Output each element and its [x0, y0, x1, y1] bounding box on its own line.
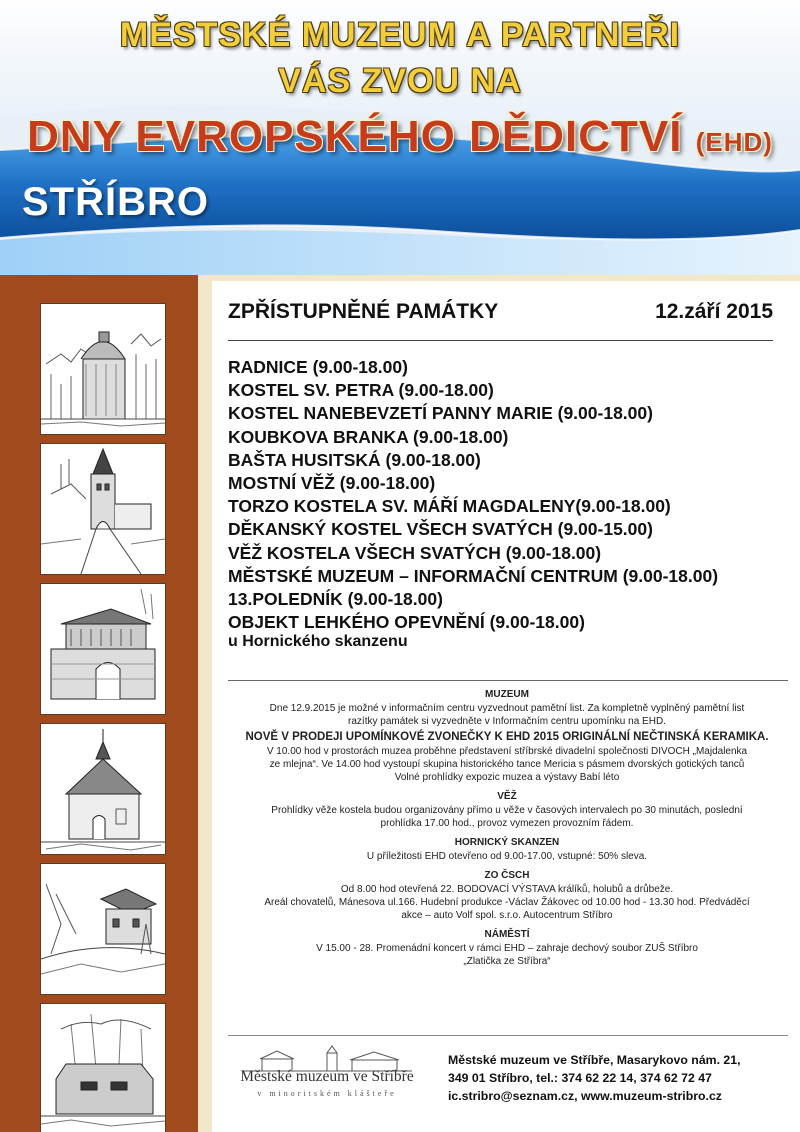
muzeum-text-2: V 10.00 hod v prostorách muzea proběhne představení stříbrské divadelní společnosti DIVOCH „Majdalenka ze mlejna“. Ve 14.00 hod vystoupí skupina historického tance Mericia s pásmem dvorských gotických tanců Volné prohlídky expozic muzea a výstavy Babí léto	[266, 746, 748, 783]
monuments-list	[228, 356, 788, 650]
monument-item: MĚSTSKÉ MUZEUM – INFORMAČNÍ CENTRUM (9.00-18.00)	[228, 565, 719, 586]
monuments-heading-row	[228, 300, 773, 324]
contact-email-web[interactable]: ic.stribro@seznam.cz, www.muzeum-stribro.cz	[448, 1089, 722, 1103]
csch-title: ZO ČSCH	[484, 870, 530, 881]
event-date: 12.září 2015	[655, 300, 773, 323]
vez-title: VĚŽ	[497, 791, 517, 802]
content-top-stripe	[212, 275, 800, 281]
museum-logo	[232, 1045, 422, 1105]
address-line-1: Městské muzeum ve Stříbře, Masarykovo nám. 21,	[448, 1053, 741, 1067]
illustration-husite-bastion	[40, 303, 166, 435]
monument-item-last	[228, 611, 788, 650]
bridge-tower-drawing-icon	[41, 444, 165, 574]
event-info	[222, 688, 792, 968]
header-main-title-text: DNY EVROPSKÉHO DĚDICTVÍ	[27, 112, 683, 161]
header-line-1: MĚSTSKÉ MUZEUM A PARTNEŘI	[119, 16, 681, 54]
footer-divider	[228, 1035, 788, 1036]
city-name: STŘÍBRO	[22, 180, 209, 224]
church-drawing-icon	[41, 724, 165, 854]
illustration-koubkova-gate	[40, 583, 166, 715]
namesti-title: NÁMĚSTÍ	[484, 929, 530, 940]
muzeum-highlight: NOVĚ V PRODEJI UPOMÍNKOVÉ ZVONEČKY K EHD 2015 ORIGINÁLNÍ NEČTINSKÁ KERAMIKA.	[245, 731, 769, 743]
skanzen-text: U příležitosti EHD otevřeno od 9.00-17.00, vstupné: 50% sleva.	[366, 851, 648, 862]
logo-name: Městské muzeum ve Stříbře	[240, 1068, 414, 1085]
skanzen-title: HORNICKÝ SKANZEN	[454, 837, 560, 848]
csch-text: Od 8.00 hod otevřená 22. BODOVACÍ VÝSTAVA králíků, holubů a drůbeže. Areál chovatelů, Mánesova ul.166. Hudební produkce -Václav Žákovec od 10.00 hod - 13.30 hod. Předváděcí akce – auto Volf spol. s.r.o. Autocentrum Stříbro	[264, 884, 750, 921]
poster-header	[0, 0, 800, 275]
header-main-title	[0, 112, 800, 162]
monument-item: 13.POLEDNÍK (9.00-18.00)	[228, 589, 443, 610]
monument-item-subtext: u Hornického skanzenu	[228, 633, 408, 651]
monument-item: BAŠTA HUSITSKÁ (9.00-18.00)	[228, 449, 481, 470]
illustration-fortification-bunker	[40, 1003, 166, 1132]
monument-item: KOUBKOVA BRANKA (9.00-18.00)	[228, 426, 509, 447]
monument-item: RADNICE (9.00-18.00)	[228, 357, 408, 377]
monument-item: DĚKANSKÝ KOSTEL VŠECH SVATÝCH (9.00-15.00)	[228, 519, 653, 540]
bunker-drawing-icon	[41, 1004, 165, 1132]
heading-divider	[228, 340, 773, 341]
muzeum-title: MUZEUM	[485, 689, 529, 700]
house-drawing-icon	[41, 864, 165, 994]
left-cream-stripe	[198, 275, 212, 1132]
illustration-st-peter-church	[40, 723, 166, 855]
monument-item-text: OBJEKT LEHKÉHO OPEVNĚNÍ (9.00-18.00)	[228, 612, 585, 633]
header-line-2: VÁS ZVOU NA	[278, 62, 522, 100]
list-divider	[228, 680, 788, 681]
monument-item: KOSTEL SV. PETRA (9.00-18.00)	[228, 380, 494, 401]
contact-address	[448, 1051, 788, 1105]
logo-subtitle: v minoritském klášteře	[257, 1089, 397, 1098]
illustration-skanzen-house	[40, 863, 166, 995]
bastion-drawing-icon	[41, 304, 165, 434]
header-ehd-suffix: (EHD)	[695, 127, 773, 157]
address-line-2: 349 01 Stříbro, tel.: 374 62 22 14, 374 62 72 47	[448, 1071, 712, 1085]
illustration-bridge-tower	[40, 443, 166, 575]
monument-item: MOSTNÍ VĚŽ (9.00-18.00)	[228, 473, 436, 494]
monument-item: VĚŽ KOSTELA VŠECH SVATÝCH (9.00-18.00)	[228, 542, 602, 563]
gate-drawing-icon	[41, 584, 165, 714]
monuments-heading: ZPŘÍSTUPNĚNÉ PAMÁTKY	[228, 300, 499, 323]
namesti-text: V 15.00 - 28. Promenádní koncert v rámci EHD – zahraje dechový soubor ZUŠ Stříbro „Zlatička ze Stříbra“	[316, 943, 698, 967]
muzeum-text: Dne 12.9.2015 je možné v informačním centru vyzvednout pamětní list. Za kompletně vyplněný pamětní list razítky památek si vyzvedněte v Informačním centru upomínku na EHD.	[269, 703, 745, 727]
monument-item: TORZO KOSTELA SV. MÁŘÍ MAGDALENY(9.00-18.00)	[228, 496, 671, 517]
monument-item: KOSTEL NANEBEVZETÍ PANNY MARIE (9.00-18.00)	[228, 403, 653, 424]
vez-text: Prohlídky věže kostela budou organizovány přímo u věže v časových intervalech po 30 minutách, poslední prohlídka 17.00 hod., provoz vymezen provozním řádem.	[271, 805, 743, 829]
